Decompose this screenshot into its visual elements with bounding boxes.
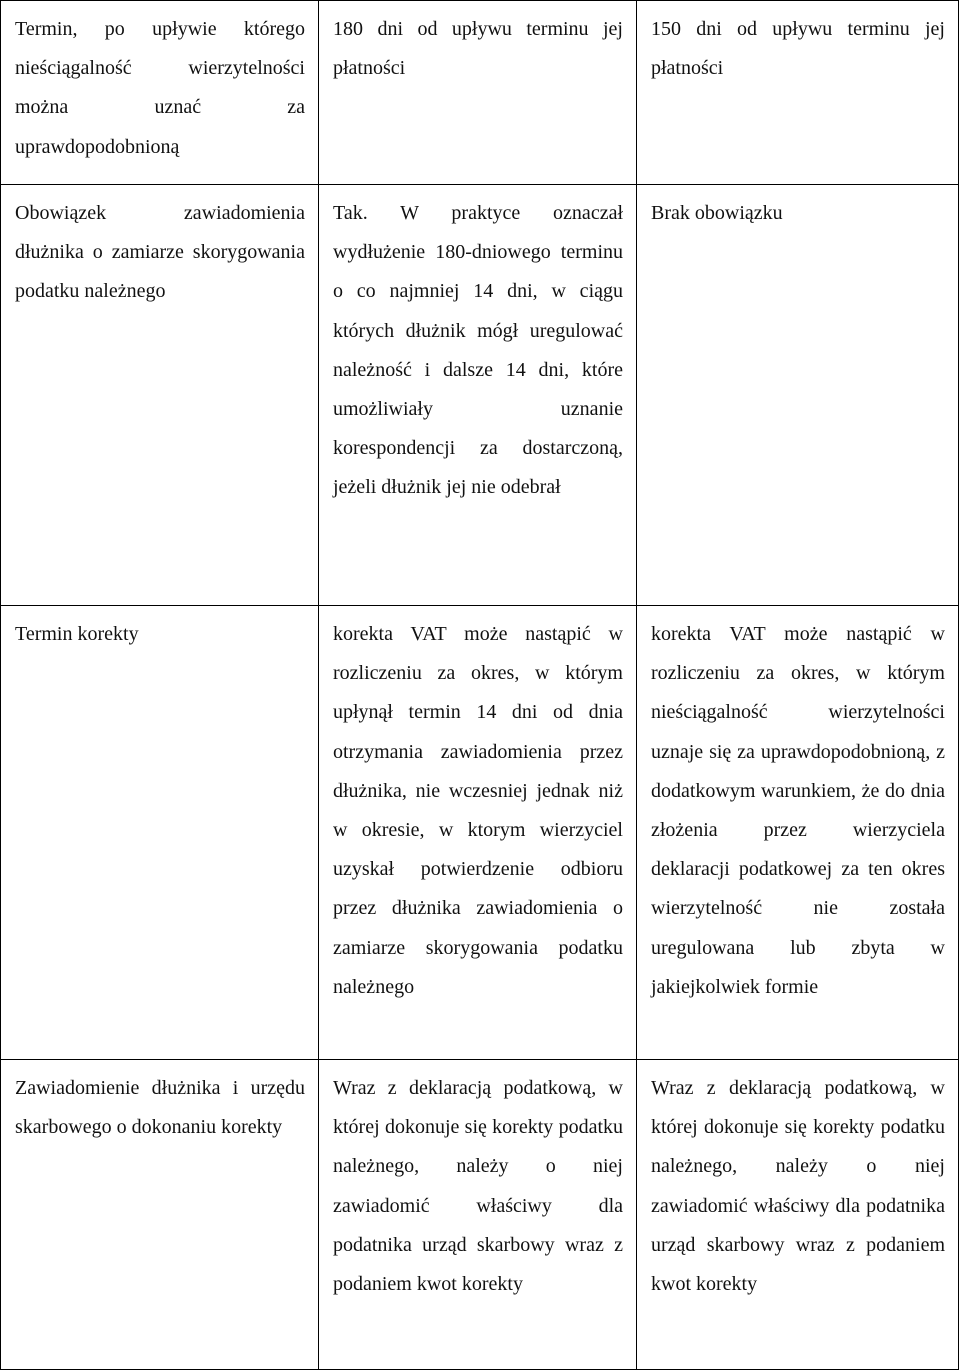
old-rule-text: 180 dni od upływu terminu jej płatności bbox=[333, 18, 623, 80]
row-label-cell bbox=[1, 606, 319, 1060]
table-row-uncollectibility-term bbox=[1, 1, 959, 185]
old-rule-text: Tak. W praktyce oznaczał wydłużenie 180-dniowego terminu o co najmniej 14 dni, w ciągu których dłużnik mógł uregulować należność i dalsze 14 dni, które umożliwiały uznanie korespondencji za dostarczoną, jeżeli dłużnik jej nie odebrał bbox=[333, 202, 623, 499]
row-label: Termin korekty bbox=[15, 623, 139, 645]
table-row-debtor-notification-duty bbox=[1, 185, 959, 606]
new-rule-cell bbox=[637, 606, 959, 1060]
new-rule-text: Brak obowiązku bbox=[651, 202, 783, 224]
old-rule-cell bbox=[319, 1, 637, 185]
row-label-cell bbox=[1, 185, 319, 606]
row-label: Zawiadomienie dłużnika i urzędu skarbowego o dokonaniu korekty bbox=[15, 1077, 305, 1139]
old-rule-text: korekta VAT może nastąpić w rozliczeniu za okres, w którym upłynął termin 14 dni od dnia otrzymania zawiadomienia przez dłużnika, nie wczesniej jednak niż w okresie, w ktorym wierzyciel uzyskał potwierdzenie odbioru przez dłużnika zawiadomienia o zamiarze skorygowania podatku należnego bbox=[333, 623, 623, 998]
old-rule-cell bbox=[319, 1060, 637, 1370]
new-rule-cell bbox=[637, 1060, 959, 1370]
table-row-correction-notification bbox=[1, 1060, 959, 1370]
old-rule-cell bbox=[319, 606, 637, 1060]
new-rule-text: korekta VAT może nastąpić w rozliczeniu za okres, w którym nieściągalność wierzytelności uznaje się za uprawdopodobnioną, z dodatkowym warunkiem, że do dnia złożenia przez wierzyciela deklaracji podatkowej za ten okres wierzytelność nie została uregulowana lub zbyta w jakiejkolwiek formie bbox=[651, 623, 945, 998]
table-row-correction-term bbox=[1, 606, 959, 1060]
new-rule-text: 150 dni od upływu terminu jej płatności bbox=[651, 18, 945, 80]
old-rule-cell bbox=[319, 185, 637, 606]
row-label-cell bbox=[1, 1060, 319, 1370]
old-rule-text: Wraz z deklaracją podatkową, w której dokonuje się korekty podatku należnego, należy o niej zawiadomić właściwy dla podatnika urząd skarbowy wraz z podaniem kwot korekty bbox=[333, 1077, 623, 1296]
row-label: Termin, po upływie którego nieściągalność wierzytelności można uznać za uprawdopodobnioną bbox=[15, 18, 305, 158]
new-rule-cell bbox=[637, 185, 959, 606]
new-rule-text: Wraz z deklaracją podatkową, w której dokonuje się korekty podatku należnego, należy o niej zawiadomić właściwy dla podatnika urząd skarbowy wraz z podaniem kwot korekty bbox=[651, 1077, 945, 1296]
row-label: Obowiązek zawiadomienia dłużnika o zamiarze skorygowania podatku należnego bbox=[15, 202, 305, 303]
row-label-cell bbox=[1, 1, 319, 185]
new-rule-cell bbox=[637, 1, 959, 185]
